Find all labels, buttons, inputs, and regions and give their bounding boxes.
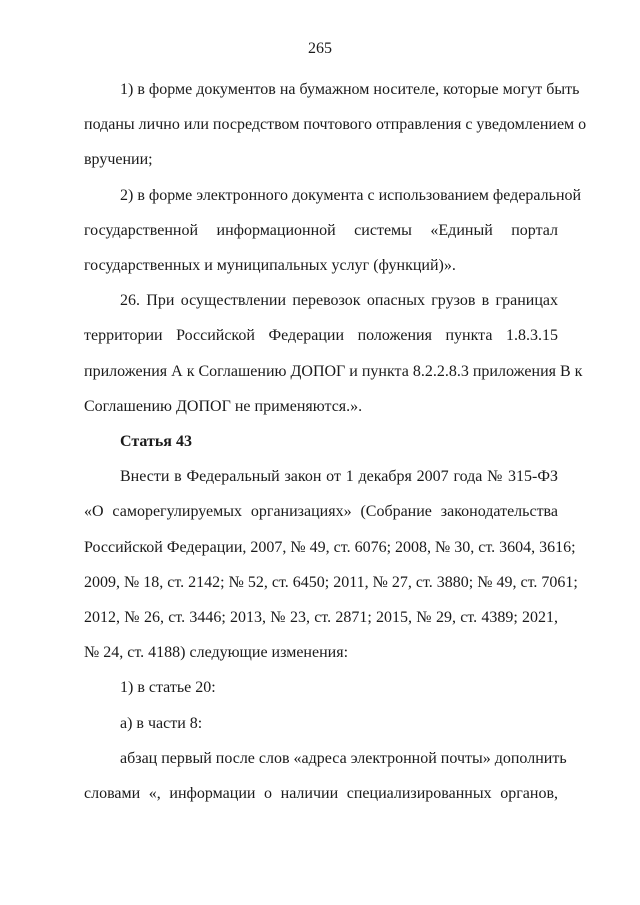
text-line: Российской Федерации, 2007, № 49, ст. 6076; 2008, № 30, ст. 3604, 3616;	[84, 538, 576, 556]
text-line: государственных и муниципальных услуг (функций)».	[84, 257, 456, 275]
text-line: государственной информационной системы «Единый портал	[84, 221, 558, 239]
article-heading: Статья 43	[120, 433, 192, 451]
text-line: Внести в Федеральный закон от 1 декабря 2007 года № 315-ФЗ	[120, 468, 558, 486]
text-line: «О саморегулируемых организациях» (Собрание законодательства	[84, 503, 558, 521]
text-line: 2009, № 18, ст. 2142; № 52, ст. 6450; 2011, № 27, ст. 3880; № 49, ст. 7061;	[84, 573, 578, 591]
text-line: а) в части 8:	[120, 714, 203, 732]
page-number: 265	[308, 40, 332, 57]
text-line: приложения А к Соглашению ДОПОГ и пункта 8.2.2.8.3 приложения В к	[84, 362, 583, 380]
text-line: 2) в форме электронного документа с использованием федеральной	[120, 186, 582, 204]
text-line: поданы лично или посредством почтового отправления с уведомлением о	[84, 116, 587, 134]
text-line: 1) в статье 20:	[120, 679, 216, 697]
text-line: № 24, ст. 4188) следующие изменения:	[84, 644, 349, 662]
text-line: 26. При осуществлении перевозок опасных грузов в границах	[120, 292, 558, 310]
text-line: абзац первый после слов «адреса электронной почты» дополнить	[120, 749, 567, 767]
text-line: территории Российской Федерации положения пункта 1.8.3.15	[84, 327, 558, 345]
text-line: 1) в форме документов на бумажном носителе, которые могут быть	[120, 81, 580, 98]
text-line: 2012, № 26, ст. 3446; 2013, № 23, ст. 2871; 2015, № 29, ст. 4389; 2021,	[84, 609, 558, 627]
document-body	[84, 72, 587, 811]
text-line: словами «, информации о наличии специализированных органов,	[84, 785, 558, 803]
text-line: вручении;	[84, 151, 153, 169]
text-line: Соглашению ДОПОГ не применяются.».	[84, 397, 363, 415]
